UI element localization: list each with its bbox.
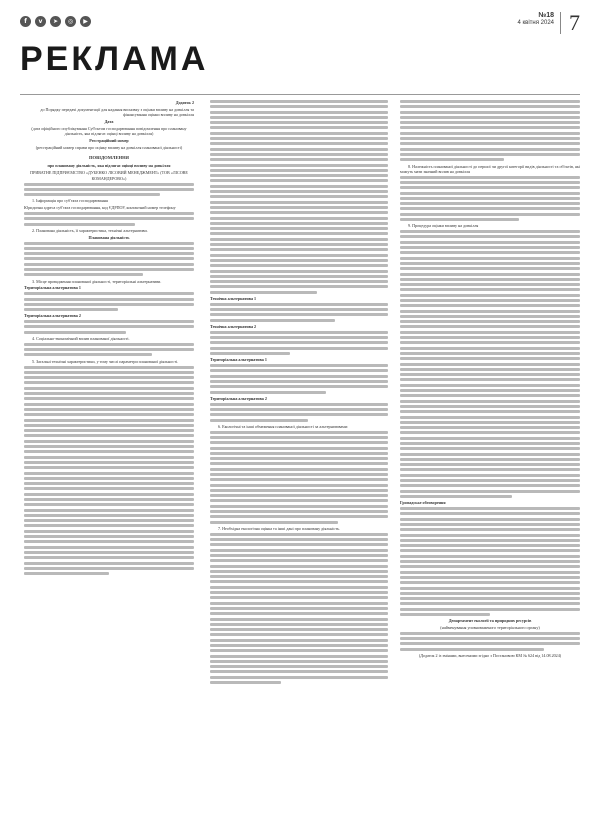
text-block bbox=[210, 431, 388, 524]
section-7-heading: 7. Необхідна екологічна оцінка та інші дані про плановану діяльність. bbox=[218, 525, 341, 531]
section-3-heading: 3. Місце провадження планованої діяльності, територіальні альтернативи. bbox=[32, 278, 162, 284]
tech-alt-1: Технічна альтернатива 1 bbox=[210, 295, 257, 301]
text-block bbox=[400, 507, 580, 616]
text-block bbox=[210, 331, 388, 355]
section-8-heading: 8. Належність планованої діяльності до першої чи другої категорії видів діяльності та об'єктів, які можуть мати значний вплив на довкілля bbox=[400, 163, 580, 174]
viber-icon[interactable]: v bbox=[35, 16, 46, 27]
text-block bbox=[24, 212, 194, 226]
appendix-footnote: (Додаток 2 із змінами, внесеними згідно з Постановою КМ № 624 від 14.08.2024) bbox=[418, 653, 562, 659]
column-1 bbox=[24, 100, 194, 577]
tech-alt-2: Технічна альтернатива 2 bbox=[210, 323, 257, 329]
instagram-icon[interactable]: ◎ bbox=[65, 16, 76, 27]
issue-number: №18 bbox=[538, 12, 554, 19]
text-block bbox=[24, 320, 194, 334]
header-divider bbox=[560, 12, 561, 34]
appendix-ref: до Порядку передачі документації для надання висновку з оцінки впливу на довкілля та фінансування оцінки впливу на довкілля bbox=[40, 106, 194, 118]
issue-date: 4 квітня 2024 bbox=[517, 20, 554, 26]
section-1-heading: 1. Інформація про суб'єкта господарювання bbox=[32, 198, 108, 204]
appendix-label: Додаток 2 bbox=[175, 100, 194, 105]
column-3 bbox=[400, 100, 580, 660]
alt-1-heading: Територіальна альтернатива 1 bbox=[24, 285, 81, 291]
social-icons bbox=[20, 16, 91, 27]
issue-info bbox=[518, 12, 554, 26]
notice-subtitle: про плановану діяльність, яка підлягає оцінці впливу на довкілля bbox=[47, 163, 171, 169]
page-header bbox=[20, 12, 580, 40]
company-name: ПРИВАТНЕ ПІДПРИЄМСТВО «ДУБЕНКО ЛІСОВИЙ МЕНЕДЖМЕНТ» (ТОВ «ЛІСОВЕ КОМАНДЕРОВО») bbox=[30, 170, 188, 181]
date-label: Дата bbox=[104, 118, 114, 124]
reg-note: (реєстраційний номер справи про оцінку впливу на довкілля планованої діяльності) bbox=[35, 144, 183, 150]
section-6-heading: 6. Екологічні та інші обмеження планованої діяльності за альтернативами: bbox=[218, 423, 349, 429]
text-block bbox=[210, 403, 388, 422]
text-block bbox=[400, 176, 580, 221]
text-block bbox=[24, 292, 194, 311]
text-block bbox=[400, 100, 580, 161]
text-block bbox=[400, 632, 580, 651]
section-2-heading: 2. Планована діяльність, її характеристика, технічні альтернативи. bbox=[32, 227, 148, 233]
text-block bbox=[210, 364, 388, 393]
section-title: РЕКЛАМА bbox=[20, 40, 209, 78]
title-rule bbox=[20, 94, 580, 95]
text-block bbox=[400, 230, 580, 498]
authority-heading: Департамент екології та природних ресурсів bbox=[448, 618, 532, 624]
text-block bbox=[210, 100, 388, 294]
youtube-icon[interactable]: ▶ bbox=[80, 16, 91, 27]
public-discussion-heading: Громадське обговорення bbox=[400, 500, 446, 506]
notice-title: ПОВІДОМЛЕННЯ bbox=[88, 154, 130, 160]
terr-alt-1: Територіальна альтернатива 1 bbox=[210, 357, 267, 363]
section-4-heading: 4. Соціально-економічний вплив планованої діяльності. bbox=[32, 336, 130, 342]
terr-alt-2: Територіальна альтернатива 2 bbox=[210, 395, 267, 401]
facebook-icon[interactable]: f bbox=[20, 16, 31, 27]
text-block bbox=[24, 366, 194, 576]
text-block bbox=[24, 242, 194, 277]
alt-2-heading: Територіальна альтернатива 2 bbox=[24, 313, 81, 319]
text-block bbox=[24, 343, 194, 357]
page-number: 7 bbox=[569, 10, 580, 35]
text-block bbox=[24, 183, 194, 197]
section-1-text: Юридична адреса суб'єкта господарювання, код ЄДРПОУ, контактний номер телефону bbox=[24, 205, 176, 211]
section-9-heading: 9. Процедура оцінки впливу на довкілля bbox=[408, 223, 479, 229]
text-block bbox=[210, 533, 388, 684]
reg-label: Реєстраційний номер bbox=[89, 137, 129, 143]
section-5-heading: 5. Загальні технічні характеристики, у тому числі параметри планованої діяльності. bbox=[32, 358, 179, 364]
telegram-icon[interactable]: ➤ bbox=[50, 16, 61, 27]
column-2 bbox=[210, 100, 388, 686]
authority-note: (найменування уповноваженого територіального органу) bbox=[440, 625, 540, 631]
date-note: (дата офіційного опублікування Суб'єктом господарювання повідомлення про плановану діяльність, яка підлягає оцінці впливу на довкілля) bbox=[31, 125, 187, 136]
section-2-sub: Планована діяльність bbox=[88, 234, 130, 240]
text-block bbox=[210, 303, 388, 322]
